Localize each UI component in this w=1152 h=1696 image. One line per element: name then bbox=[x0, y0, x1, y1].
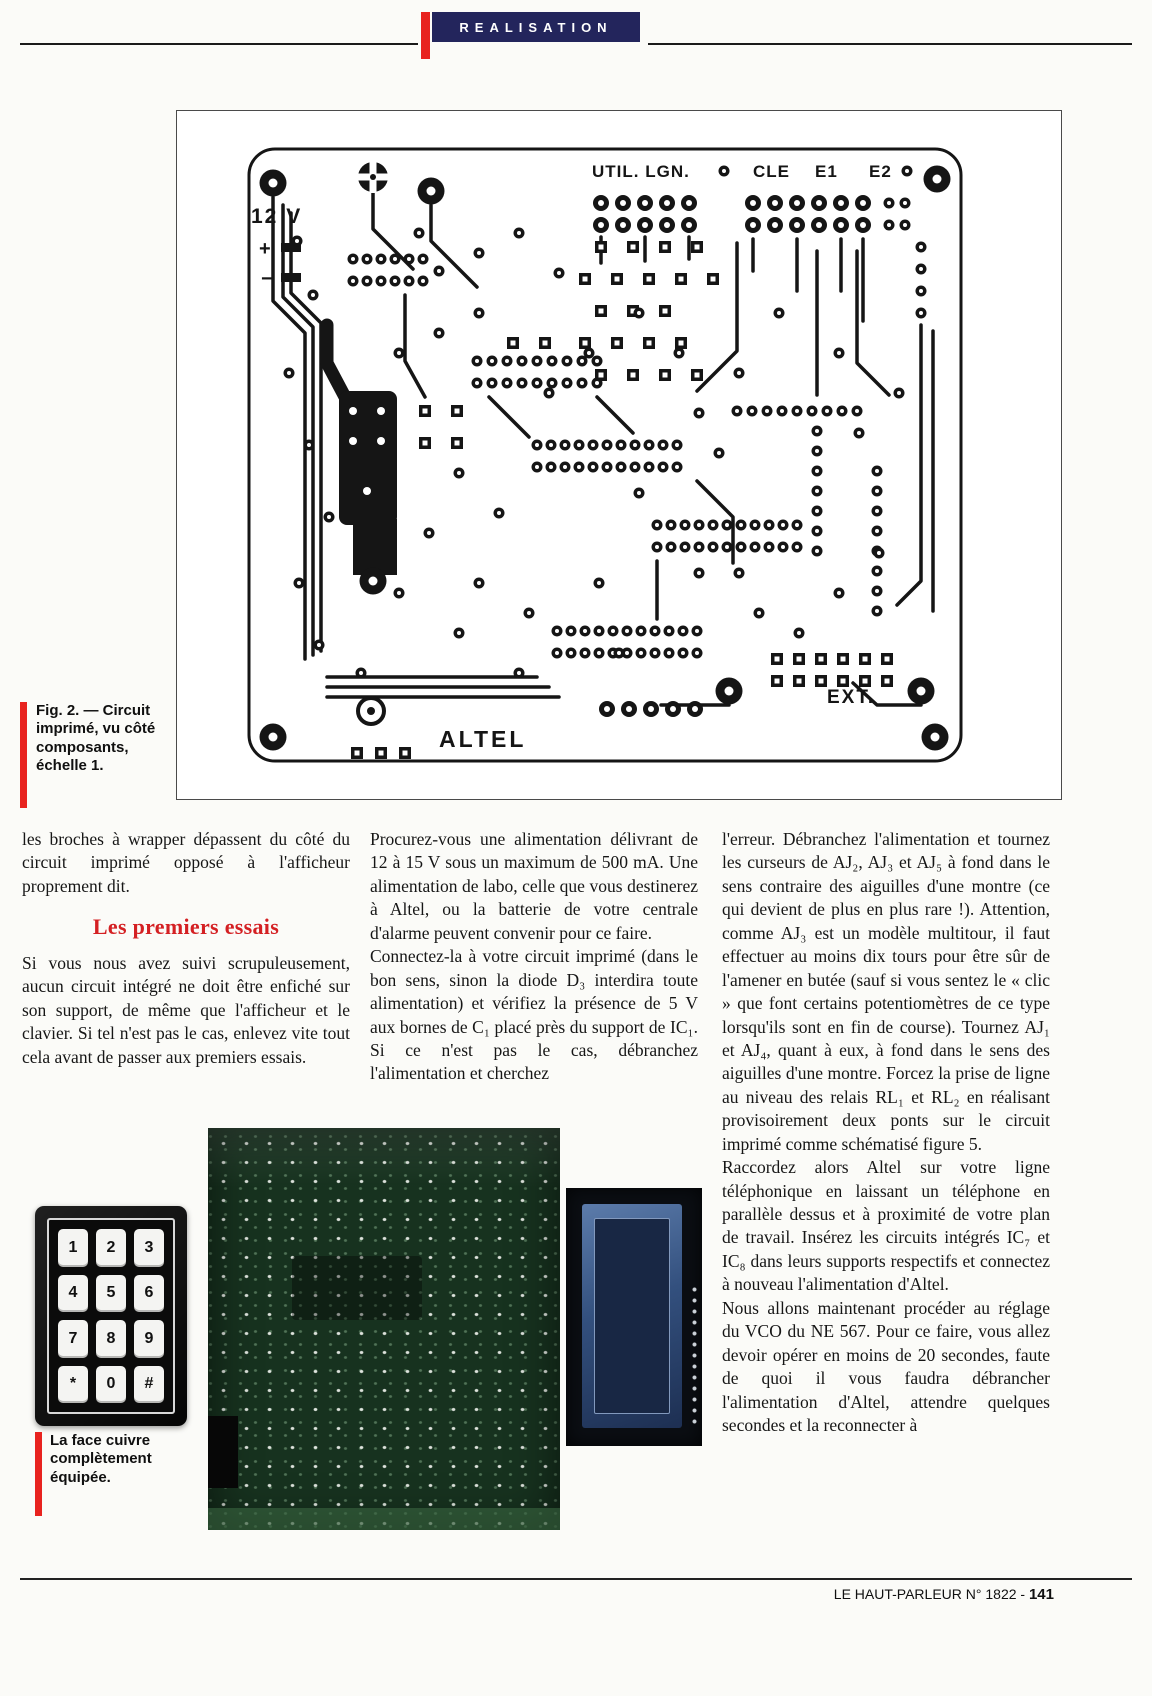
paragraph: Raccordez alors Altel sur votre ligne téléphonique en laissant un téléphone en parallèle dessus et à proximité de votre plan de travail. Insérez les circuits intégrés IC₇ et IC₈ dans leurs supports respectifs et connectez à nouveau l'alimentation d'Altel. bbox=[722, 1157, 1050, 1295]
pcb-label-cle: CLE bbox=[753, 162, 790, 181]
pcb-label-minus: − bbox=[261, 268, 273, 290]
pcb-label-ext: EXT. bbox=[827, 687, 876, 708]
copper-side-pcb-photo bbox=[208, 1128, 560, 1530]
keypad-frame bbox=[47, 1218, 175, 1414]
page-number: 141 bbox=[1028, 1586, 1054, 1603]
solder-cluster bbox=[292, 1256, 422, 1320]
fig2-caption: Fig. 2. — Circuit imprimé, vu côté composants, échelle 1. bbox=[36, 702, 156, 774]
footer-rule bbox=[20, 1578, 1132, 1580]
paragraph: Procurez-vous une alimentation délivrant de 12 à 15 V sous un maximum de 500 mA. Une alimentation de labo, celle que vous destinerez à Altel, ou la batterie de votre centrale d'alarme peuvent convenir pour ce faire. bbox=[370, 829, 698, 943]
paragraph: Connectez-la à votre circuit imprimé (dans le bon sens, sinon la diode D₃ interdira toute alimentation) et vérifiez la présence de 5 V aux bornes de C₁ placé près du support de IC₁. Si ce n'est pas le cas, débranchez l'alimentation et cherchez bbox=[370, 946, 698, 1084]
pcb-label-altel: ALTEL bbox=[439, 726, 527, 752]
banner-red-bar bbox=[421, 12, 430, 59]
header-rule-right bbox=[648, 43, 1132, 45]
column-3 bbox=[722, 828, 1050, 1437]
keypad-key: 5 bbox=[96, 1275, 126, 1313]
keypad-key: 9 bbox=[134, 1320, 164, 1358]
photo-glare bbox=[208, 1128, 560, 1188]
pcb-label-plus: + bbox=[259, 238, 271, 260]
section-heading: Les premiers essais bbox=[92, 914, 280, 940]
keypad-key: 0 bbox=[96, 1366, 126, 1404]
column-1 bbox=[22, 828, 350, 1069]
pcb-label-util-lgn: UTIL. LGN. bbox=[592, 162, 690, 181]
pcb-artwork bbox=[177, 111, 1061, 799]
keypad-key: 2 bbox=[96, 1229, 126, 1267]
pcb-connector-edge bbox=[208, 1416, 238, 1488]
photo-caption-bar bbox=[35, 1432, 42, 1516]
pcb-label-e1: E1 bbox=[815, 162, 838, 181]
paragraph: Nous allons maintenant procéder au réglage du VCO du NE 567. Pour ce faire, vous allez devoir opérer en moins de 20 secondes, faute de quoi il vous faudra débrancher l'alimentation d'Altel, attendre quelques secondes et la reconnecter à bbox=[722, 1297, 1050, 1435]
pcb-ground-fill bbox=[339, 391, 397, 575]
pcb-label-12v: 12 V bbox=[251, 205, 303, 228]
keypad-key: 3 bbox=[134, 1229, 164, 1267]
pcb-label-e2: E2 bbox=[869, 162, 892, 181]
keypad-key: 7 bbox=[58, 1320, 88, 1358]
keypad-key: 8 bbox=[96, 1320, 126, 1358]
pcb-edge-strip bbox=[208, 1508, 560, 1530]
pcb-ic-pads bbox=[348, 254, 883, 659]
lcd-screen bbox=[594, 1218, 670, 1414]
fig2-caption-bar bbox=[20, 702, 27, 808]
section-banner: REALISATION bbox=[432, 12, 640, 42]
keypad-key: * bbox=[58, 1366, 88, 1404]
keypad-key: 6 bbox=[134, 1275, 164, 1313]
figure-2-frame bbox=[176, 110, 1062, 800]
paragraph: les broches à wrapper dépassent du côté du circuit imprimé opposé à l'afficheur proprement dit. bbox=[22, 829, 350, 896]
paragraph: Si vous nous avez suivi scrupuleusement, aucun circuit intégré ne doit être enfiché sur son support, de même que l'afficheur et le clavier. Si tel n'est pas le cas, enlevez vite tout cela avant de passer aux premiers essais. bbox=[22, 952, 350, 1067]
lcd-module-photo bbox=[566, 1188, 702, 1446]
footer-journal: LE HAUT-PARLEUR N° 1822 - bbox=[833, 1586, 1029, 1602]
footer bbox=[834, 1586, 1054, 1603]
lcd-pin-row bbox=[689, 1284, 700, 1424]
keypad-key: 1 bbox=[58, 1229, 88, 1267]
keypad-key: 4 bbox=[58, 1275, 88, 1313]
header-rule-left bbox=[20, 43, 418, 45]
lcd-panel bbox=[582, 1204, 682, 1428]
photo-caption: La face cuivre complètement équipée. bbox=[50, 1432, 152, 1486]
keypad-photo bbox=[35, 1206, 187, 1426]
column-2 bbox=[370, 828, 698, 1086]
keypad-key: # bbox=[134, 1366, 164, 1404]
paragraph: l'erreur. Débranchez l'alimentation et tournez les curseurs de AJ₂, AJ₃ et AJ₅ à fond dans le sens contraire des aiguilles d'une montre (ce qui devient de plus en plus rare !). Attention, comme AJ₃ est un modèle multitour, il faut effectuer au moins dix tours pour être sûr de l'amener en butée (sauf si vous sentez le « clic » que font certains potentiomètres de ce type lorsqu'ils sont en fin de course). Tournez AJ₁ et AJ₄, quant à eux, à fond dans le sens des aiguilles d'une montre. Forcez la prise de ligne au niveau des relais RL₁ et RL₂ en réalisant provisoirement deux ponts sur le circuit imprimé comme schématisé figure 5. bbox=[722, 829, 1050, 1154]
